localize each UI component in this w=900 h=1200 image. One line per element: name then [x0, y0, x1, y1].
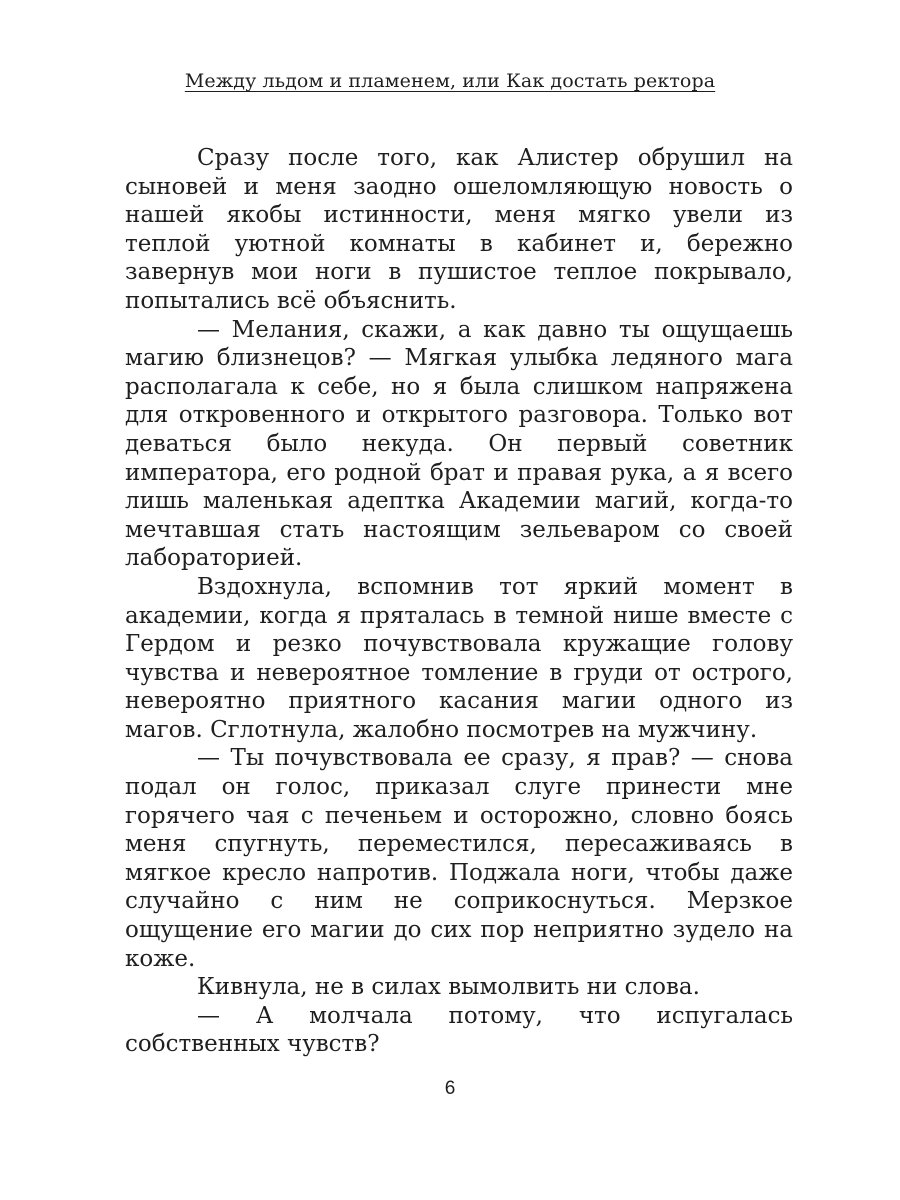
paragraph: Кивнула, не в силах вымолвить ни слова.	[197, 974, 700, 1001]
paragraph: Вздохнула, вспомнив тот яркий момент в академии, когда я пряталась в темной нише вместе с Гердом и резко почувствовала кружащие голову чувства и невероятное томление в груди от острого, невероятно приятного касания магии одного из магов. Сглотнула, жалобно посмотрев на мужчину.	[125, 573, 793, 743]
book-title: Между льдом и пламенем, или Как достать ректора	[184, 70, 716, 92]
page-number: 6	[444, 1078, 456, 1099]
paragraph: Сразу после того, как Алистер обрушил на сыновей и меня заодно ошеломляющую новость о нашей якобы истинности, меня мягко увели из теплой уютной комнаты в кабинет и, бережно завернув мои ноги в пушистое теплое покрывало, попытались всё объяснить.	[125, 145, 793, 314]
running-header	[0, 70, 900, 92]
paragraph: — Ты почувствовала ее сразу, я прав? — снова подал он голос, приказал слуге принести мне горячего чая с печеньем и осторожно, словно боясь меня спугнуть, переместился, пересаживаясь в мягкое кресло напротив. Поджала ноги, чтобы даже случайно с ним не соприкоснуться. Мерзкое ощущение его магии до сих пор неприятно зудело на коже.	[125, 745, 793, 972]
paragraph: — Мелания, скажи, а как давно ты ощущаешь магию близнецов? — Мягкая улыбка ледяного мага располагала к себе, но я была слишком напряжена для откровенного и открытого разговора. Только вот деваться было некуда. Он первый советник императора, его родной брат и правая рука, а я всего лишь маленькая адептка Академии магий, когда-то мечтавшая стать настоящим зельеваром со своей лабораторией.	[125, 316, 793, 572]
paragraph: — А молчала потому, что испугалась собственных чувств?	[125, 1002, 793, 1058]
text-body	[125, 144, 793, 1059]
